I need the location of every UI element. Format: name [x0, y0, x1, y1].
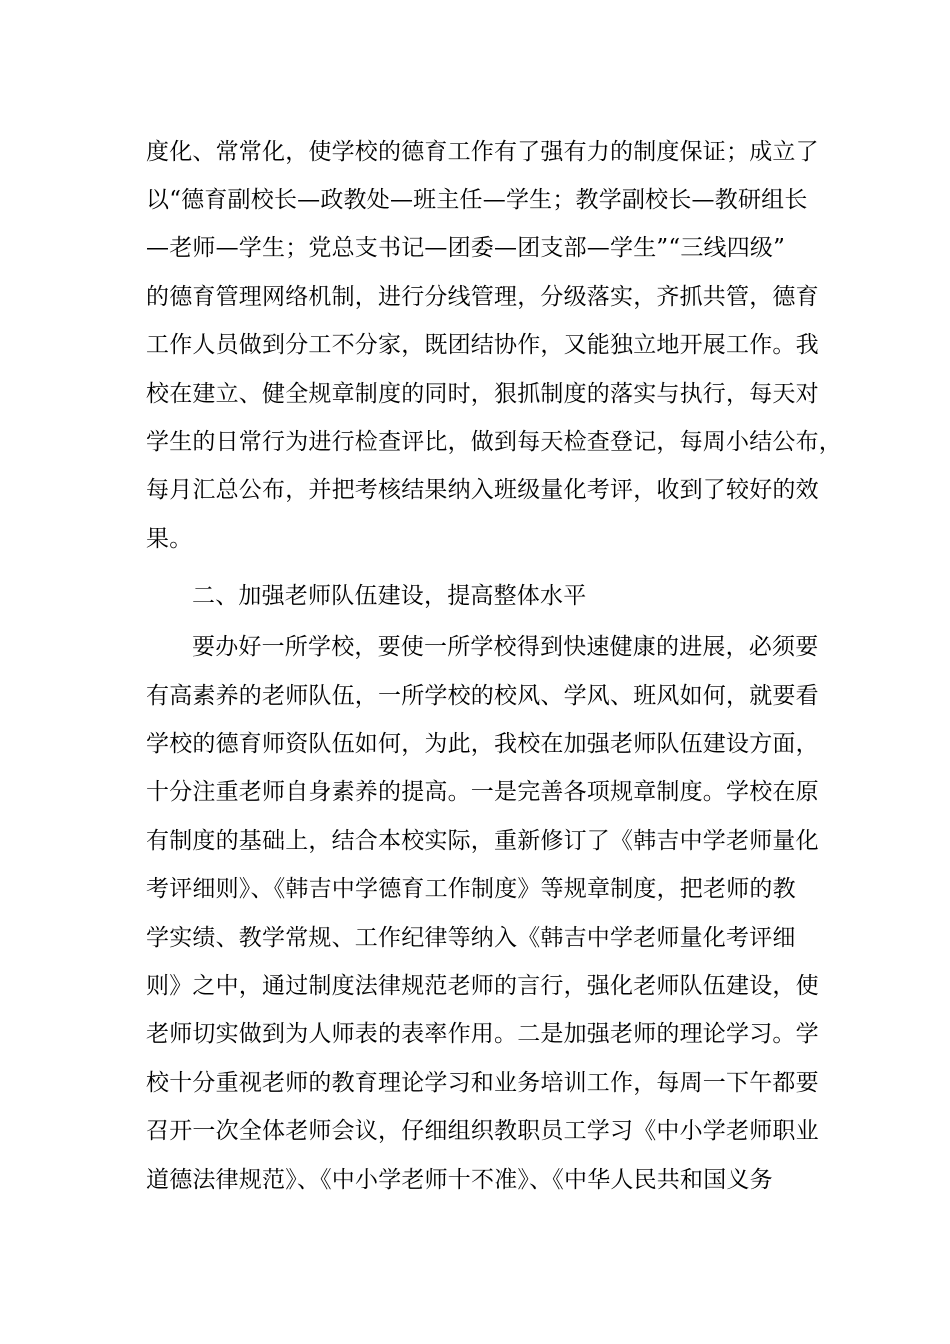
- text-line: 有制度的基础上，结合本校实际，重新修订了《韩吉中学老师量化: [146, 828, 819, 854]
- text-line: 以“德育副校长—政教处—班主任—学生；教学副校长—教研组长: [146, 187, 808, 213]
- text-line: 召开一次全体老师会议，仔细组织教职员工学习《中小学老师职业: [146, 1118, 819, 1144]
- text-line: 道德法律规范》、《中小学老师十不准》、《中华人民共和国义务: [146, 1167, 773, 1193]
- text-line: 考评细则》、《韩吉中学德育工作制度》等规章制度，把老师的教: [146, 876, 796, 902]
- text-line: —老师—学生；党总支书记—团委—团支部—学生”“三线四级”: [146, 235, 786, 261]
- text-line: 度化、常常化，使学校的德育工作有了强有力的制度保证；成立了: [146, 139, 819, 165]
- text-line: 学实绩、教学常规、工作纪律等纳入《韩吉中学老师量化考评细: [146, 925, 796, 951]
- text-line: 学校的德育师资队伍如何，为此，我校在加强老师队伍建设方面，: [146, 731, 819, 757]
- text-line: 果。: [146, 526, 193, 552]
- text-line: 工作人员做到分工不分家，既团结协作，又能独立地开展工作。我: [146, 332, 819, 358]
- text-line: 的德育管理网络机制，进行分线管理，分级落实，齐抓共管，德育: [146, 284, 819, 310]
- text-line: 十分注重老师自身素养的提高。一是完善各项规章制度。学校在原: [146, 779, 819, 805]
- text-line: 则》之中，通过制度法律规范老师的言行，强化老师队伍建设，使: [146, 973, 819, 999]
- text-line: 要办好一所学校，要使一所学校得到快速健康的进展，必须要: [192, 634, 819, 660]
- text-line: 校十分重视老师的教育理论学习和业务培训工作，每周一下午都要: [146, 1070, 819, 1096]
- text-line: 学生的日常行为进行检查评比，做到每天检查登记，每周小结公布，: [146, 429, 842, 455]
- text-line: 每月汇总公布，并把考核结果纳入班级量化考评，收到了较好的效: [146, 477, 819, 503]
- text-line: 有高素养的老师队伍，一所学校的校风、学风、班风如何，就要看: [146, 683, 819, 709]
- section-heading: 二、加强老师队伍建设，提高整体水平: [192, 583, 587, 609]
- text-line: 校在建立、健全规章制度的同时，狠抓制度的落实与执行，每天对: [146, 381, 819, 407]
- text-line: 老师切实做到为人师表的表率作用。二是加强老师的理论学习。学: [146, 1021, 819, 1047]
